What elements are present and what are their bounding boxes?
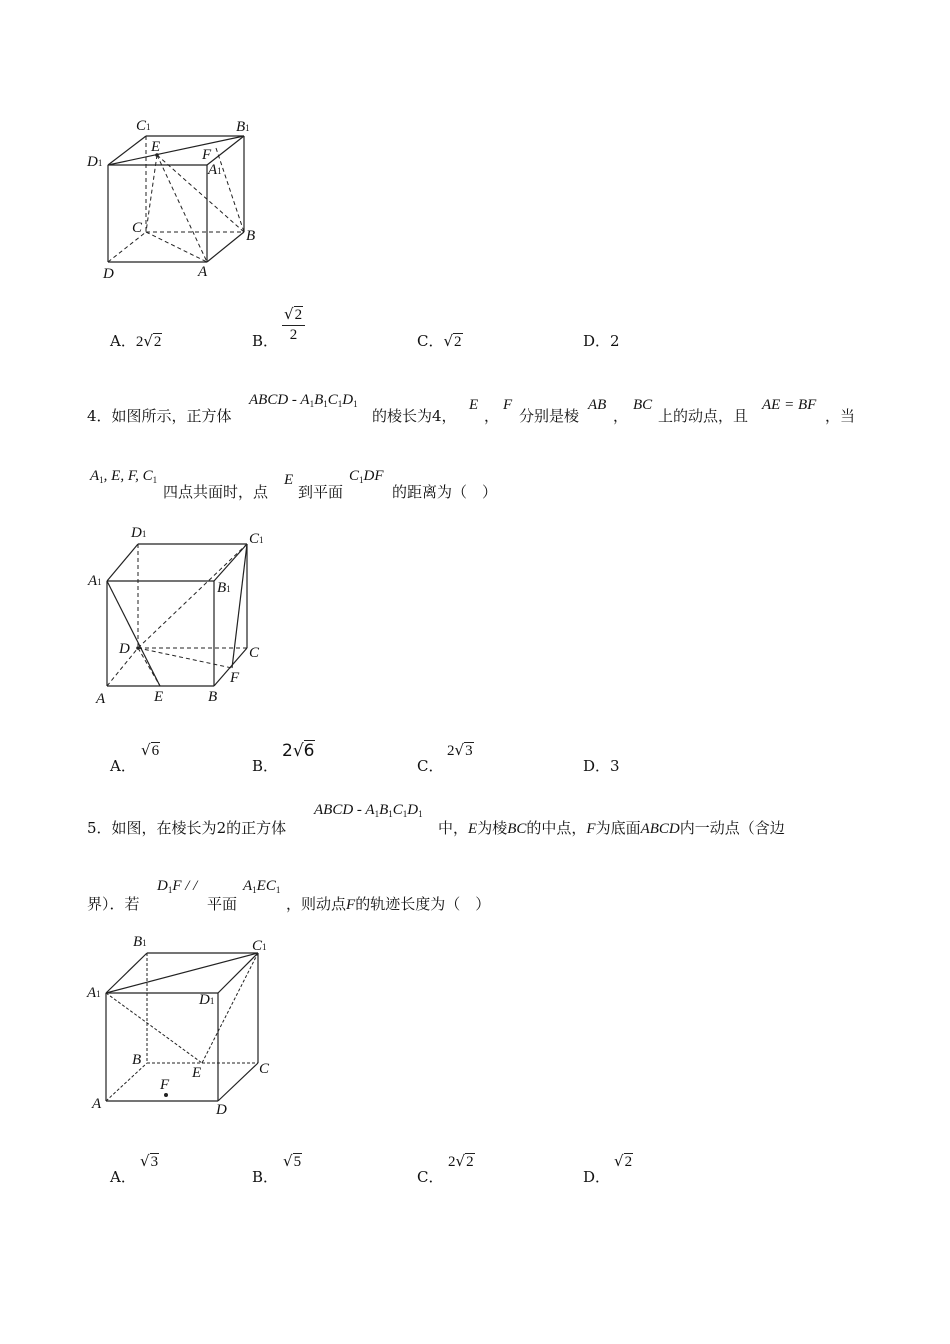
- q4-text-moving: 上的动点，且: [658, 407, 749, 425]
- q4-point-e-2: E: [284, 472, 294, 488]
- q4-option-a[interactable]: A．: [110, 757, 136, 775]
- q3-option-a[interactable]: A．2√2: [110, 332, 162, 350]
- q4-text-edges: 分别是棱: [519, 407, 580, 425]
- figure-cube-q4: [85, 520, 280, 710]
- label-e: E: [192, 1065, 202, 1081]
- q3-option-c[interactable]: C．√2: [417, 332, 462, 350]
- q4-text-when: ，当: [825, 407, 856, 425]
- q5-option-d-value: √2: [614, 1152, 633, 1170]
- q4-cube-name: ABCD - $A_1B_1C_1D_1$: [249, 392, 358, 409]
- q4-option-c-value: 2√3: [447, 741, 473, 759]
- segment: [107, 581, 160, 686]
- label-c: C: [249, 645, 260, 661]
- q5-option-c[interactable]: C．: [417, 1168, 444, 1186]
- label-a1: A1: [208, 162, 222, 178]
- q4-edge-bc: BC: [633, 397, 653, 413]
- q4-equation: AE = BF: [762, 397, 817, 413]
- label-b: B: [208, 689, 218, 705]
- q4-option-d[interactable]: D．3: [583, 757, 620, 775]
- label-b1: B1: [236, 119, 250, 135]
- q4-points-coplanar: $A_1$, E, F, $C_1$: [90, 468, 158, 485]
- label-d: D: [103, 266, 114, 282]
- label-f: F: [160, 1077, 170, 1093]
- point-f: [164, 1093, 168, 1097]
- label-a: A: [92, 1096, 102, 1112]
- q5-cube-name: ABCD - $A_1B_1C_1D_1$: [314, 802, 423, 819]
- q5-text-plane: 平面: [207, 895, 238, 913]
- label-b1: B1: [133, 934, 147, 950]
- q4-text-coplanar: 四点共面时，点: [163, 483, 269, 501]
- edge: [218, 953, 258, 993]
- q5-line2-start: 界）．若: [87, 895, 140, 913]
- q5-option-a[interactable]: A．: [110, 1168, 136, 1186]
- label-b1: B1: [217, 580, 231, 596]
- label-a: A: [96, 691, 106, 707]
- q4-text-toplane: 到平面: [298, 483, 344, 501]
- hidden-line: [138, 648, 160, 686]
- label-c1: C1: [249, 531, 264, 547]
- q4-comma-2: ，: [613, 407, 629, 425]
- label-d1: D1: [87, 154, 103, 170]
- q5-option-b[interactable]: B．: [252, 1168, 279, 1186]
- q3-option-b[interactable]: B．: [252, 332, 279, 350]
- figure-cube-q5: [85, 930, 285, 1120]
- q5-line1-end: 中，E为棱BC的中点，F为底面ABCD内一动点（含边: [438, 819, 785, 837]
- q5-option-b-value: √5: [283, 1152, 302, 1170]
- q4-option-b-value: 2√6: [282, 741, 315, 761]
- q5-option-c-value: 2√2: [448, 1152, 474, 1170]
- hidden-line: [146, 155, 157, 232]
- label-d: D: [119, 641, 130, 657]
- q4-plane: $C_1DF$: [349, 468, 384, 485]
- label-a1: A1: [87, 985, 101, 1001]
- label-a1: A1: [88, 573, 102, 589]
- q4-option-b[interactable]: B．: [252, 757, 279, 775]
- q5-line1-start: 5．如图，在棱长为2的正方体: [87, 819, 287, 837]
- label-d1: D1: [131, 525, 147, 541]
- q4-comma-1: ，: [484, 407, 500, 425]
- hidden-line: [202, 953, 258, 1063]
- label-d1: D1: [199, 992, 215, 1008]
- label-e: E: [151, 139, 161, 155]
- q3-option-b-fraction: $\frac{√2}{2}$: [282, 305, 305, 344]
- label-d: D: [216, 1102, 227, 1118]
- label-c: C: [132, 220, 143, 236]
- edge: [207, 232, 244, 262]
- q4-text-distance: 的距离为（ ）: [392, 483, 498, 501]
- q4-option-c[interactable]: C．: [417, 757, 444, 775]
- point-d: [136, 646, 140, 650]
- segment: [108, 136, 244, 165]
- label-b: B: [132, 1052, 142, 1068]
- label-e: E: [154, 689, 164, 705]
- q4-point-e: E: [469, 397, 479, 413]
- hidden-edge: [108, 232, 146, 262]
- label-a: A: [198, 264, 208, 280]
- segment: [106, 953, 258, 993]
- edge: [218, 1063, 258, 1101]
- q3-option-d[interactable]: D．2: [583, 332, 620, 350]
- q5-line2-end: ，则动点F的轨迹长度为（ ）: [286, 895, 491, 913]
- label-f: F: [202, 147, 212, 163]
- q4-edge-ab: AB: [588, 397, 607, 413]
- hidden-line: [157, 155, 207, 262]
- segment: [232, 544, 247, 668]
- q4-option-a-value: √6: [141, 741, 160, 759]
- edge: [107, 544, 138, 581]
- hidden-line: [138, 648, 232, 668]
- figure-cube-q3: [80, 110, 280, 290]
- hidden-edge: [106, 1063, 147, 1101]
- q5-plane: $A_1EC_1$: [243, 878, 281, 895]
- hidden-line: [146, 232, 207, 262]
- label-b: B: [246, 228, 256, 244]
- label-c: C: [259, 1061, 270, 1077]
- edge: [214, 544, 247, 581]
- label-c1: C1: [252, 938, 267, 954]
- label-f: F: [230, 670, 240, 686]
- q4-point-f: F: [503, 397, 513, 413]
- hidden-line: [138, 544, 247, 648]
- hidden-line: [106, 993, 202, 1063]
- hidden-line: [216, 148, 244, 232]
- q5-option-a-value: √3: [140, 1152, 159, 1170]
- q4-edge-length: 的棱长为4，: [372, 407, 457, 425]
- q5-option-d[interactable]: D．: [583, 1168, 611, 1186]
- label-c1: C1: [136, 118, 151, 134]
- q4-line1: 4．如图所示，正方体: [87, 407, 232, 425]
- q5-parallel: $D_1F$ / /: [157, 878, 198, 895]
- hidden-line: [157, 155, 244, 232]
